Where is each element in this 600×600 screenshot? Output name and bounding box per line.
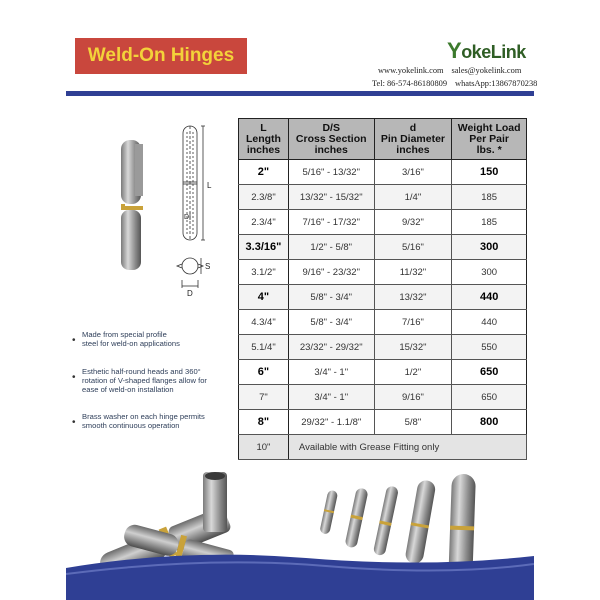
logo-text: okeLink xyxy=(461,42,526,62)
feature-item: • Esthetic half-round heads and 360° rotation of V-shaped flanges allow for ease of weld-on installation xyxy=(72,367,207,394)
cell-weight: 300 xyxy=(452,235,527,260)
cell-length: 2.3/4" xyxy=(239,210,289,235)
cell-weight: 440 xyxy=(452,285,527,310)
cell-cross-section: 23/32" - 29/32" xyxy=(288,335,374,360)
cell-cross-section: 1/2" - 5/8" xyxy=(288,235,374,260)
cell-cross-section: 5/8" - 3/4" xyxy=(288,285,374,310)
cell-length: 10" xyxy=(239,435,289,460)
cell-cross-section: 13/32" - 15/32" xyxy=(288,185,374,210)
table-row xyxy=(239,385,527,410)
table-row xyxy=(239,360,527,385)
table-row xyxy=(239,335,527,360)
table-body xyxy=(239,160,527,460)
contact-line-phone xyxy=(372,79,537,88)
cell-weight: 440 xyxy=(452,310,527,335)
feature-item: • Brass washer on each hinge permits smooth continuous operation xyxy=(72,412,205,430)
feature-item: • Made from special profile steel for weld-on applications xyxy=(72,330,180,348)
hinge-photo xyxy=(121,140,143,270)
label-d: D xyxy=(187,289,193,298)
cell-length: 6" xyxy=(239,360,289,385)
cell-length: 7" xyxy=(239,385,289,410)
cell-pin-diameter: 7/16" xyxy=(374,310,452,335)
cell-note: Available with Grease Fitting only xyxy=(288,435,526,460)
cell-pin-diameter: 3/16" xyxy=(374,160,452,185)
table-row xyxy=(239,260,527,285)
email-link[interactable]: sales@yokelink.com xyxy=(451,66,522,75)
footer-band xyxy=(66,548,534,600)
cell-cross-section: 3/4" - 1" xyxy=(288,385,374,410)
cell-pin-diameter: 9/32" xyxy=(374,210,452,235)
header-weight-load: Weight Load Per Pair lbs. * xyxy=(452,119,527,160)
cell-length: 8" xyxy=(239,410,289,435)
cell-cross-section: 3/4" - 1" xyxy=(288,360,374,385)
cell-weight: 800 xyxy=(452,410,527,435)
cell-cross-section: 29/32" - 1.1/8" xyxy=(288,410,374,435)
table-row xyxy=(239,410,527,435)
header-length: L Length inches xyxy=(239,119,289,160)
cell-weight: 185 xyxy=(452,210,527,235)
header-rule xyxy=(66,91,534,96)
cell-pin-diameter: 5/16" xyxy=(374,235,452,260)
cell-weight: 150 xyxy=(452,160,527,185)
table-header-row xyxy=(239,119,527,160)
table-row xyxy=(239,185,527,210)
cell-weight: 300 xyxy=(452,260,527,285)
logo-initial: Y xyxy=(447,38,462,63)
brand-logo xyxy=(447,38,526,64)
label-l: L xyxy=(207,181,212,190)
cell-pin-diameter: 5/8" xyxy=(374,410,452,435)
cell-cross-section: 9/16" - 23/32" xyxy=(288,260,374,285)
cell-length: 4.3/4" xyxy=(239,310,289,335)
table-row xyxy=(239,210,527,235)
whatsapp-text: whatsApp:13867870238 xyxy=(455,79,538,88)
hinge-diagram xyxy=(115,118,235,298)
cell-length: 5.1/4" xyxy=(239,335,289,360)
phone-text: Tel: 86-574-86180809 xyxy=(372,79,448,88)
label-s: S xyxy=(205,262,211,271)
label-d-upper: D xyxy=(184,214,190,221)
cell-pin-diameter: 1/4" xyxy=(374,185,452,210)
table-row xyxy=(239,160,527,185)
cell-pin-diameter: 1/2" xyxy=(374,360,452,385)
cell-length: 3.1/2" xyxy=(239,260,289,285)
cell-weight: 650 xyxy=(452,385,527,410)
contact-line-web xyxy=(378,66,521,75)
cell-length: 4" xyxy=(239,285,289,310)
spec-table xyxy=(238,118,527,460)
cell-cross-section: 7/16" - 17/32" xyxy=(288,210,374,235)
table-row xyxy=(239,235,527,260)
table-row-last xyxy=(239,435,527,460)
website-link[interactable]: www.yokelink.com xyxy=(378,66,444,75)
page-title: Weld-On Hinges xyxy=(75,38,247,74)
cell-cross-section: 5/8" - 3/4" xyxy=(288,310,374,335)
technical-drawing xyxy=(177,126,205,288)
table-row xyxy=(239,285,527,310)
cell-length: 2.3/8" xyxy=(239,185,289,210)
header-cross-section: D/S Cross Section inches xyxy=(288,119,374,160)
header-pin-diameter: d Pin Diameter inches xyxy=(374,119,452,160)
cell-cross-section: 5/16" - 13/32" xyxy=(288,160,374,185)
cell-weight: 650 xyxy=(452,360,527,385)
cell-pin-diameter: 9/16" xyxy=(374,385,452,410)
cell-length: 2" xyxy=(239,160,289,185)
cell-pin-diameter: 15/32" xyxy=(374,335,452,360)
cell-length: 3.3/16" xyxy=(239,235,289,260)
cell-pin-diameter: 13/32" xyxy=(374,285,452,310)
cell-weight: 550 xyxy=(452,335,527,360)
cell-pin-diameter: 11/32" xyxy=(374,260,452,285)
cell-weight: 185 xyxy=(452,185,527,210)
table-row xyxy=(239,310,527,335)
